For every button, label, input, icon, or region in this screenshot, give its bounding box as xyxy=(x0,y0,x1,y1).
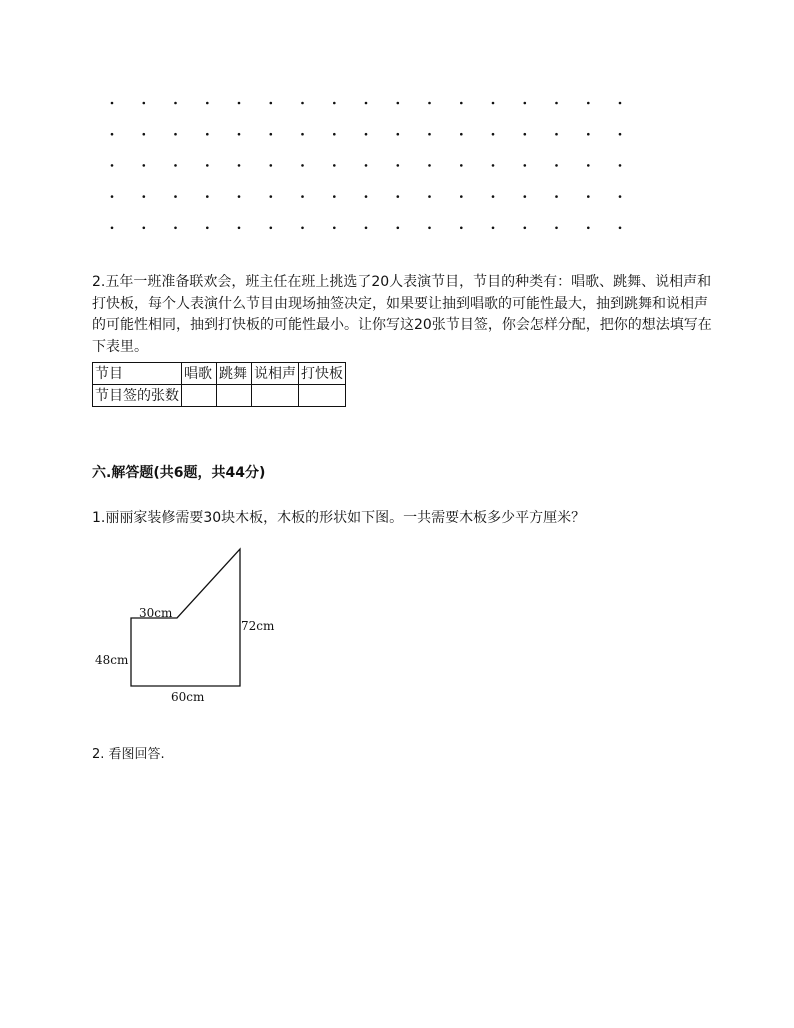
table-header-cell: 节目 xyxy=(93,363,182,385)
label-30cm: 30cm xyxy=(139,606,173,620)
grid-dot xyxy=(174,227,177,230)
label-48cm: 48cm xyxy=(95,653,129,667)
grid-dot xyxy=(555,102,558,105)
grid-dot xyxy=(460,133,463,136)
grid-dot xyxy=(460,164,463,167)
grid-dot xyxy=(428,164,431,167)
grid-dot xyxy=(619,102,622,105)
grid-dot xyxy=(333,195,336,198)
grid-dot xyxy=(270,133,273,136)
grid-dot xyxy=(619,133,622,136)
grid-dot xyxy=(270,164,273,167)
grid-dot xyxy=(428,133,431,136)
grid-dot xyxy=(428,102,431,105)
grid-dot xyxy=(460,102,463,105)
answer-cell-crosstalk[interactable] xyxy=(252,385,299,407)
grid-dot xyxy=(301,164,304,167)
grid-dot xyxy=(111,133,114,136)
grid-dot xyxy=(619,195,622,198)
grid-dot xyxy=(143,102,146,105)
grid-dot xyxy=(206,102,209,105)
dot-grid xyxy=(0,0,794,260)
grid-dot xyxy=(492,102,495,105)
grid-dot xyxy=(524,102,527,105)
section-heading: 六.解答题(共6题，共44分) xyxy=(92,465,266,481)
grid-dot xyxy=(174,102,177,105)
grid-dot xyxy=(555,133,558,136)
label-60cm: 60cm xyxy=(171,690,205,704)
grid-dot xyxy=(524,133,527,136)
grid-dot xyxy=(397,133,400,136)
grid-dot xyxy=(174,164,177,167)
grid-dot xyxy=(365,133,368,136)
grid-dot xyxy=(333,102,336,105)
grid-dot xyxy=(587,102,590,105)
grid-dot xyxy=(143,133,146,136)
answer-cell-dancing[interactable] xyxy=(217,385,252,407)
grid-dot xyxy=(111,164,114,167)
grid-dot xyxy=(365,102,368,105)
grid-dot xyxy=(174,195,177,198)
grid-dot xyxy=(397,195,400,198)
grid-dot xyxy=(270,195,273,198)
grid-dot xyxy=(270,227,273,230)
grid-dot xyxy=(333,164,336,167)
grid-dot xyxy=(111,102,114,105)
grid-dot xyxy=(238,133,241,136)
table-header-cell: 唱歌 xyxy=(182,363,217,385)
grid-dot xyxy=(206,195,209,198)
grid-dot xyxy=(555,227,558,230)
grid-dot xyxy=(587,227,590,230)
grid-dot xyxy=(111,227,114,230)
grid-dot xyxy=(111,195,114,198)
grid-dot xyxy=(397,102,400,105)
table-row xyxy=(93,385,346,407)
grid-dot xyxy=(301,195,304,198)
grid-dot xyxy=(174,133,177,136)
answer-cell-singing[interactable] xyxy=(182,385,217,407)
grid-dot xyxy=(492,164,495,167)
grid-dot xyxy=(206,133,209,136)
grid-dot xyxy=(206,227,209,230)
board-shape-figure xyxy=(0,540,400,720)
grid-dot xyxy=(587,164,590,167)
grid-dot xyxy=(143,164,146,167)
grid-dot xyxy=(428,227,431,230)
grid-dot xyxy=(492,195,495,198)
label-72cm: 72cm xyxy=(241,619,275,633)
grid-dot xyxy=(428,195,431,198)
grid-dot xyxy=(492,227,495,230)
table-row-label: 节目签的张数 xyxy=(93,385,182,407)
grid-dot xyxy=(619,227,622,230)
grid-dot xyxy=(238,102,241,105)
answer-cell-clapper[interactable] xyxy=(299,385,346,407)
grid-dot xyxy=(301,102,304,105)
grid-dot xyxy=(365,195,368,198)
table-header-cell: 打快板 xyxy=(299,363,346,385)
grid-dot xyxy=(238,227,241,230)
grid-dot xyxy=(555,164,558,167)
program-table xyxy=(92,362,346,407)
grid-dot xyxy=(460,195,463,198)
grid-dot xyxy=(301,227,304,230)
grid-dot xyxy=(524,195,527,198)
grid-dot xyxy=(143,195,146,198)
grid-dot xyxy=(270,102,273,105)
grid-dot xyxy=(206,164,209,167)
grid-dot xyxy=(619,164,622,167)
grid-dot xyxy=(333,227,336,230)
grid-dot xyxy=(492,133,495,136)
grid-dot xyxy=(524,164,527,167)
grid-dot xyxy=(587,195,590,198)
grid-dot xyxy=(238,164,241,167)
grid-dot xyxy=(397,227,400,230)
grid-dot xyxy=(365,227,368,230)
grid-dot xyxy=(333,133,336,136)
grid-dot xyxy=(143,227,146,230)
grid-dot xyxy=(555,195,558,198)
grid-dot xyxy=(365,164,368,167)
problem-2-text: 2.五年一班准备联欢会，班主任在班上挑选了20人表演节目，节目的种类有：唱歌、跳舞、说相声和打快板，每个人表演什么节目由现场抽签决定，如果要让抽到唱歌的可能性最大，抽到跳舞和说相声的可能性相同，抽到打快板的可能性最小。让你写这20张节目签，你会怎样分配，把你的想法填写在下表里。 xyxy=(92,274,712,355)
question-2-text: 2. 看图回答. xyxy=(92,747,165,762)
grid-dot xyxy=(301,133,304,136)
grid-dot xyxy=(587,133,590,136)
question-1-text: 1.丽丽家装修需要30块木板，木板的形状如下图。一共需要木板多少平方厘米？ xyxy=(92,510,586,526)
grid-dot xyxy=(397,164,400,167)
grid-dot xyxy=(460,227,463,230)
grid-dot xyxy=(524,227,527,230)
table-header-row xyxy=(93,363,346,385)
grid-dot xyxy=(238,195,241,198)
table-header-cell: 跳舞 xyxy=(217,363,252,385)
table-header-cell: 说相声 xyxy=(252,363,299,385)
